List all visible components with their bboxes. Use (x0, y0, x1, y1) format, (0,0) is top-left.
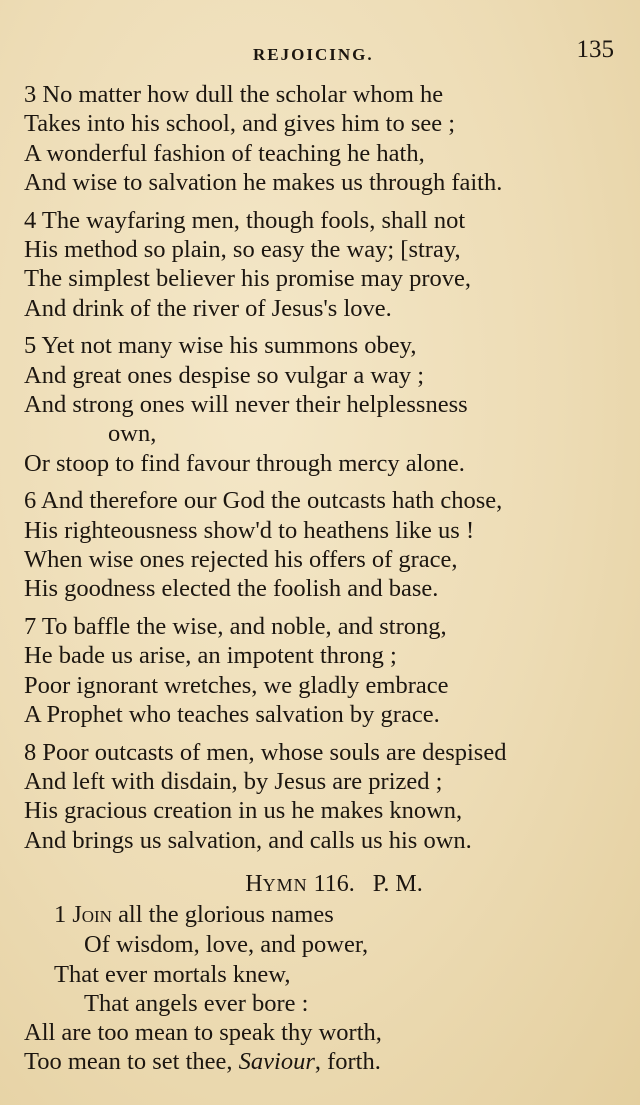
verse-line: All are too mean to speak thy worth, (24, 1019, 382, 1047)
stanza-7 (24, 612, 624, 729)
verse-line: 6 And therefore our God the outcasts hath chose, (24, 487, 503, 515)
verse-line-turnover: own, (108, 420, 157, 448)
verse-line: And drink of the river of Jesus's love. (24, 294, 392, 322)
running-title: REJOICING. (253, 45, 374, 64)
hymn-number: 116. (307, 870, 355, 897)
stanza-4 (24, 206, 624, 323)
verse-line: His gracious creation in us he makes known, (24, 797, 463, 825)
verse-line: And left with disdain, by Jesus are prized ; (24, 768, 443, 796)
verse-line: 5 Yet not many wise his summons obey, (24, 332, 417, 360)
verse-line: And wise to salvation he makes us through faith. (24, 168, 503, 196)
verse-line: Takes into his school, and gives him to see ; (24, 110, 456, 138)
verse-line: That ever mortals knew, (54, 960, 291, 988)
italic-word: Saviour (238, 1048, 315, 1076)
hymn-heading-rest: YMN (262, 874, 308, 895)
verse-line: His righteousness show'd to heathens like us ! (24, 516, 475, 544)
hymn-meter: P. M. (372, 870, 423, 897)
verse-line: 4 The wayfaring men, though fools, shall not (24, 206, 466, 234)
verse-line: And great ones despise so vulgar a way ; (24, 361, 425, 389)
verse-line-pre: Too mean to set thee, (24, 1048, 239, 1076)
verse-number: 1 (54, 900, 73, 928)
verse-line: And strong ones will never their helplessness (24, 390, 468, 418)
verse-line: Or stoop to find favour through mercy alone. (24, 449, 465, 477)
lead-word: Join (72, 901, 112, 928)
verse-line: And brings us salvation, and calls us his own. (24, 826, 472, 854)
verse-line: When wise ones rejected his offers of grace, (24, 545, 458, 573)
verse-line: His goodness elected the foolish and base. (24, 575, 439, 603)
hymn-text (24, 80, 624, 1077)
verse-line: 3 No matter how dull the scholar whom he (24, 81, 444, 108)
verse-line: 8 Poor outcasts of men, whose souls are despised (24, 738, 507, 766)
verse-line: A Prophet who teaches salvation by grace. (24, 700, 440, 728)
stanza-8 (24, 738, 624, 855)
verse-line-rest: all the glorious names (111, 900, 334, 928)
hymn-heading-h: H (245, 870, 263, 897)
verse-line: 7 To baffle the wise, and noble, and strong, (24, 613, 447, 641)
stanza-5 (24, 331, 624, 477)
verse-line: That angels ever bore : (84, 989, 309, 1017)
stanza-3 (24, 80, 624, 197)
verse-line: Of wisdom, love, and power, (84, 931, 369, 959)
verse-line: He bade us arise, an impotent throng ; (24, 642, 397, 670)
hymn-116-stanza-1 (24, 900, 624, 1077)
hymn-heading (24, 869, 624, 900)
verse-line: Poor ignorant wretches, we gladly embrace (24, 671, 449, 699)
verse-line: The simplest believer his promise may prove, (24, 265, 472, 293)
stanza-6 (24, 486, 624, 603)
verse-line-post: , forth. (314, 1048, 381, 1076)
verse-line (24, 1047, 624, 1076)
page-header (0, 36, 640, 76)
verse-line: His method so plain, so easy the way; [stray, (24, 235, 461, 263)
verse-line (24, 900, 624, 930)
page-number: 135 (576, 36, 614, 63)
verse-line: A wonderful fashion of teaching he hath, (24, 139, 425, 167)
